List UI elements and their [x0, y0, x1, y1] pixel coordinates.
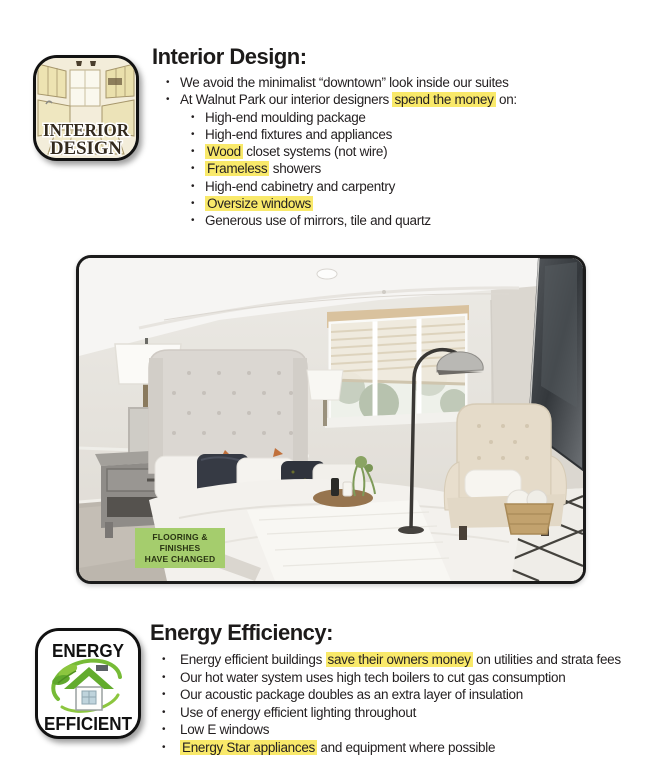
kitchen-sketch-icon [36, 58, 136, 158]
highlighted-text: Frameless [207, 161, 268, 177]
bullet-dot: • [162, 706, 166, 718]
highlighted-text: Energy Star appliances [182, 739, 315, 755]
bullet-text: Generous use of mirrors, tile and quartz [205, 213, 431, 229]
label-line-3: HAVE CHANGED [144, 554, 216, 564]
label-line-1: FLOORING & [152, 532, 208, 542]
bullet-dot: • [191, 111, 195, 123]
bullet-item [191, 143, 517, 160]
bullet-dot: • [191, 198, 195, 210]
energy-efficiency-heading: Energy Efficiency: [150, 620, 333, 645]
bullet-item [191, 212, 517, 229]
bullet-item [162, 721, 621, 739]
bullet-dot: • [166, 77, 170, 88]
bullet-dot: • [162, 654, 166, 665]
interior-design-badge [33, 55, 139, 161]
bedroom-photo [76, 255, 586, 584]
bullet-text: Energy efficient buildings save their owners money on utilities and strata fees [180, 652, 621, 667]
bullet-item [191, 195, 517, 212]
energy-efficient-badge [35, 628, 141, 739]
bullet-item [191, 160, 517, 177]
bullet-text: Our hot water system uses high tech boilers to cut gas consumption [180, 669, 566, 685]
interior-design-heading: Interior Design: [152, 44, 307, 69]
bullet-dot: • [162, 741, 166, 753]
bullet-item [191, 178, 517, 195]
bullet-dot: • [162, 724, 166, 735]
highlighted-text: spend the money [394, 92, 494, 108]
bullet-text: At Walnut Park our interior designers spend the money on: [180, 92, 517, 108]
highlighted-text: Oversize windows [207, 196, 311, 212]
bullet-dot: • [162, 671, 166, 683]
label-line-2: FINISHES [159, 543, 201, 553]
bullet-text: Our acoustic package doubles as an extra layer of insulation [180, 687, 523, 702]
highlighted-text: save their owners money [327, 652, 471, 667]
flooring-changed-label [135, 528, 225, 568]
bullet-item [166, 91, 517, 108]
bullet-item [162, 739, 621, 757]
bullet-dot: • [162, 689, 166, 700]
bullet-item [166, 74, 517, 91]
bullet-dot: • [191, 215, 195, 227]
bullet-text: We avoid the minimalist “downtown” look inside our suites [180, 75, 509, 90]
bullet-text: Wood closet systems (not wire) [207, 144, 388, 160]
bullet-dot: • [191, 180, 195, 192]
bullet-item [162, 686, 621, 704]
ceiling-light [317, 269, 337, 279]
wicker-basket [505, 490, 553, 534]
bullet-dot: • [191, 146, 195, 158]
bullet-item [191, 109, 517, 126]
bullet-item [162, 651, 621, 669]
bullet-dot: • [191, 128, 195, 140]
interior-badge-word2: DESIGN [50, 138, 123, 158]
energy-efficiency-bullet-list [162, 651, 621, 756]
green-house-icon [38, 631, 138, 736]
bullet-item [191, 126, 517, 143]
bullet-dot: • [191, 163, 195, 175]
bullet-text: Low E windows [180, 722, 270, 737]
energy-badge-word2: EFFICIENT [44, 714, 133, 734]
bullet-text: High-end cabinetry and carpentry [205, 178, 396, 194]
bullet-text: High-end fixtures and appliances [205, 126, 393, 142]
bullet-text: Frameless showers [207, 161, 321, 177]
bullet-dot: • [166, 94, 170, 106]
energy-badge-word1: ENERGY [52, 641, 124, 661]
bullet-text: Use of energy efficient lighting throughout [180, 704, 417, 720]
interior-badge-word1: INTERIOR [43, 120, 130, 140]
bullet-item [162, 669, 621, 687]
highlighted-text: Wood [207, 144, 241, 160]
interior-design-bullet-list [166, 74, 517, 230]
bullet-item [162, 704, 621, 722]
bullet-text: Energy Star appliances and equipment where possible [182, 739, 496, 755]
bullet-text [205, 195, 313, 212]
bullet-text: High-end moulding package [205, 109, 366, 125]
